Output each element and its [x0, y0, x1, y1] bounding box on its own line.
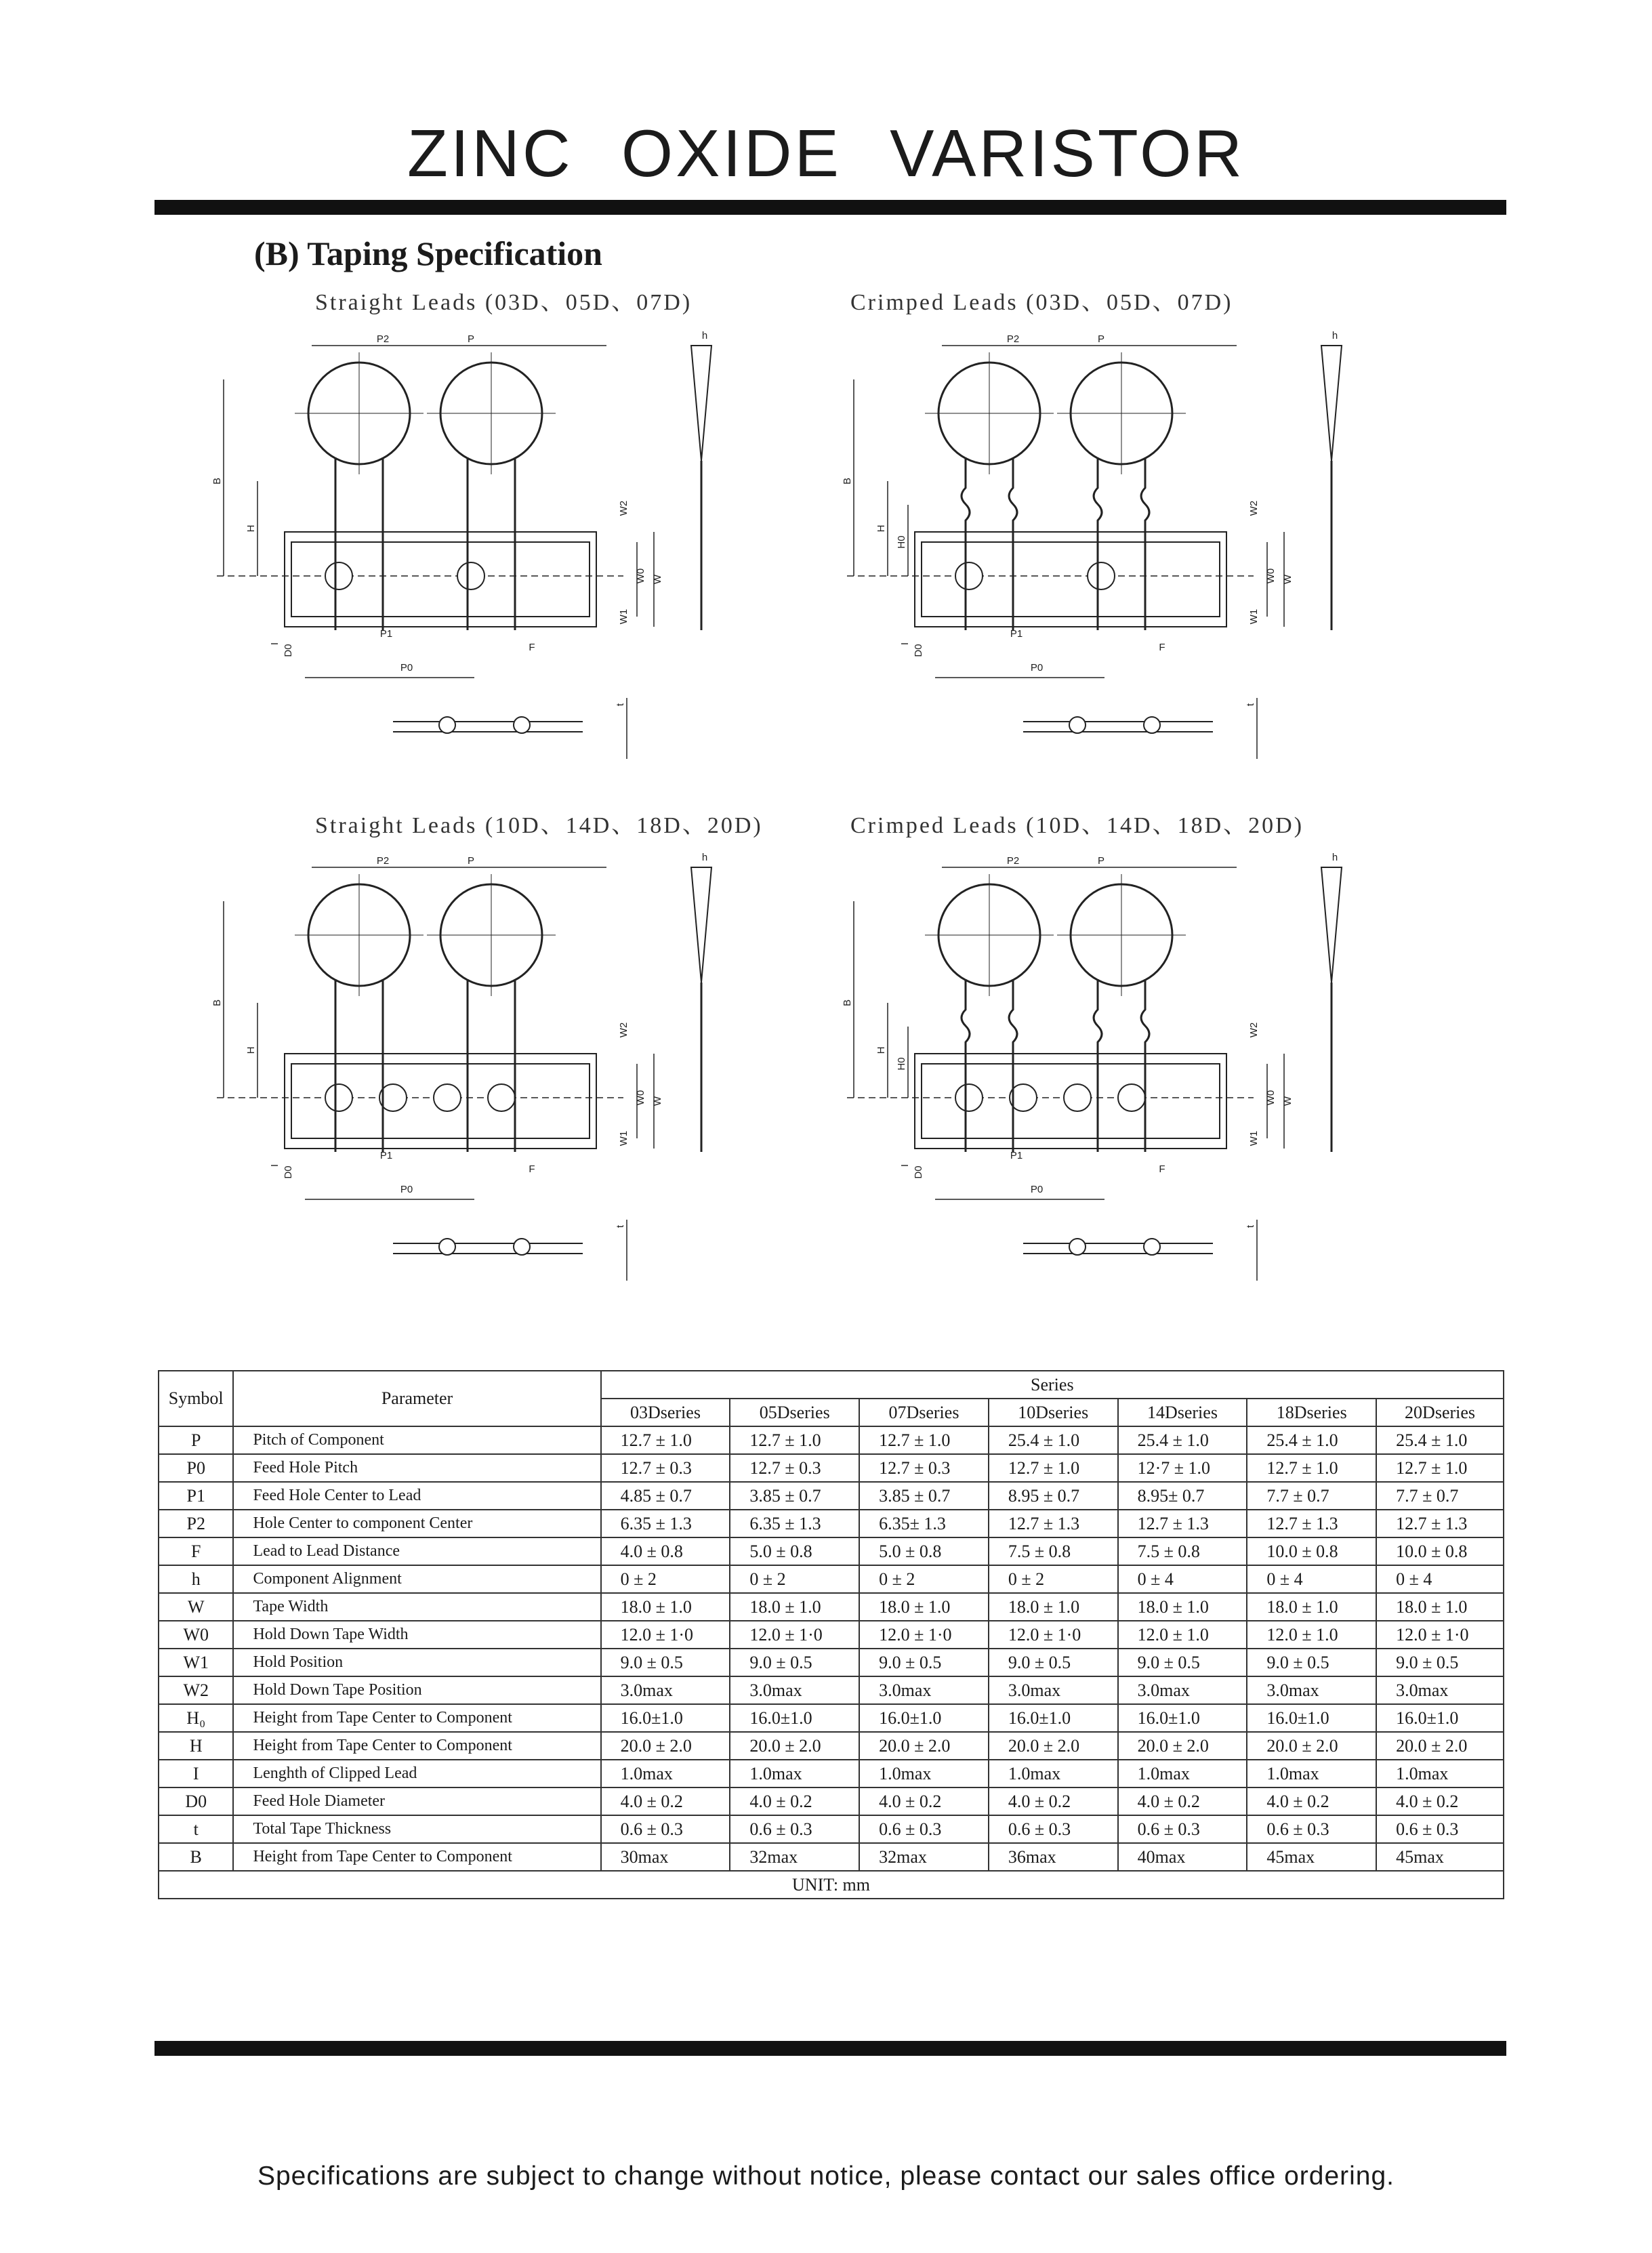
- symbol-cell: P1: [159, 1482, 233, 1510]
- tape-thickness-hole: [1069, 1239, 1086, 1255]
- unit-note: UNIT: mm: [159, 1871, 1504, 1899]
- value-cell: 1.0max: [859, 1760, 989, 1787]
- dimension-label: B: [211, 477, 223, 485]
- value-cell: 0.6 ± 0.3: [601, 1815, 730, 1843]
- value-cell: 12.7 ± 0.3: [601, 1454, 730, 1482]
- value-cell: 30max: [601, 1843, 730, 1871]
- value-cell: 12.7 ± 1.0: [601, 1426, 730, 1454]
- table-row: [159, 1732, 1504, 1760]
- value-cell: 12.0 ± 1·0: [601, 1621, 730, 1649]
- dimension-label: P1: [1010, 1150, 1023, 1161]
- dimension-label: W: [1282, 1096, 1294, 1107]
- dimension-label: P2: [376, 333, 390, 345]
- dimension-label: F: [1159, 1163, 1165, 1175]
- dimension-label: t: [615, 1224, 626, 1228]
- value-cell: 12.0 ± 1·0: [859, 1621, 989, 1649]
- value-cell: 0.6 ± 0.3: [989, 1815, 1118, 1843]
- dimension-label: P1: [1010, 628, 1023, 640]
- side-profile-component: [691, 346, 711, 461]
- parameter-cell: Hold Down Tape Width: [233, 1621, 600, 1649]
- dimension-label: t: [615, 703, 626, 707]
- value-cell: 12.7 ± 1.0: [989, 1454, 1118, 1482]
- diagram-caption-1: Straight Leads (03D、05D、07D): [315, 290, 693, 315]
- value-cell: 12.7 ± 1.0: [730, 1426, 859, 1454]
- symbol-header: Symbol: [159, 1371, 233, 1426]
- value-cell: 45max: [1376, 1843, 1504, 1871]
- value-cell: 12.7 ± 1.3: [1247, 1510, 1376, 1537]
- dimension-label: h: [701, 330, 708, 342]
- value-cell: 16.0±1.0: [1118, 1704, 1247, 1732]
- value-cell: 20.0 ± 2.0: [1118, 1732, 1247, 1760]
- diagram-caption-3: Straight Leads (10D、14D、18D、20D): [315, 813, 763, 838]
- value-cell: 7.7 ± 0.7: [1376, 1482, 1504, 1510]
- value-cell: 18.0 ± 1.0: [730, 1593, 859, 1621]
- value-cell: 9.0 ± 0.5: [601, 1649, 730, 1676]
- value-cell: 1.0max: [601, 1760, 730, 1787]
- tape-thickness-detail: [393, 1243, 583, 1254]
- component-lead: [962, 979, 970, 1152]
- value-cell: 3.85 ± 0.7: [859, 1482, 989, 1510]
- value-cell: 16.0±1.0: [859, 1704, 989, 1732]
- value-cell: 6.35 ± 1.3: [730, 1510, 859, 1537]
- parameter-cell: Hold Position: [233, 1649, 600, 1676]
- tape-thickness-hole: [439, 717, 455, 733]
- table-row: [159, 1565, 1504, 1593]
- feed-hole: [1064, 1084, 1091, 1111]
- taping-diagram-straight-small: [203, 325, 813, 772]
- value-cell: 18.0 ± 1.0: [1376, 1593, 1504, 1621]
- dimension-label: H: [875, 1046, 887, 1054]
- value-cell: 12.0 ± 1.0: [1118, 1621, 1247, 1649]
- value-cell: 45max: [1247, 1843, 1376, 1871]
- dimension-label: W: [652, 1096, 663, 1107]
- value-cell: 16.0±1.0: [730, 1704, 859, 1732]
- tape-thickness-hole: [514, 717, 530, 733]
- value-cell: 3.0max: [730, 1676, 859, 1704]
- dimension-label: W2: [1248, 1022, 1260, 1038]
- feed-hole: [1088, 562, 1115, 590]
- value-cell: 18.0 ± 1.0: [601, 1593, 730, 1621]
- series-column-header: 20Dseries: [1376, 1399, 1504, 1426]
- side-profile-component: [691, 867, 711, 983]
- value-cell: 18.0 ± 1.0: [989, 1593, 1118, 1621]
- value-cell: 18.0 ± 1.0: [1247, 1593, 1376, 1621]
- symbol-cell: W2: [159, 1676, 233, 1704]
- value-cell: 12.7 ± 1.3: [1118, 1510, 1247, 1537]
- symbol-cell: H: [159, 1732, 233, 1760]
- value-cell: 3.0max: [989, 1676, 1118, 1704]
- value-cell: 12.7 ± 1.0: [1247, 1454, 1376, 1482]
- value-cell: 1.0max: [730, 1760, 859, 1787]
- dimension-label: W0: [635, 568, 646, 584]
- dimension-label: t: [1245, 1224, 1256, 1228]
- value-cell: 3.0max: [1118, 1676, 1247, 1704]
- table-row: [159, 1482, 1504, 1510]
- value-cell: 1.0max: [989, 1760, 1118, 1787]
- parameter-cell: Lead to Lead Distance: [233, 1537, 600, 1565]
- dimension-label: H: [245, 1046, 257, 1054]
- taping-diagram-crimped-large: [833, 847, 1443, 1294]
- dimension-label: W2: [1248, 500, 1260, 516]
- value-cell: 5.0 ± 0.8: [730, 1537, 859, 1565]
- component-lead: [962, 457, 970, 630]
- value-cell: 12.0 ± 1.0: [1247, 1621, 1376, 1649]
- value-cell: 3.0max: [601, 1676, 730, 1704]
- bottom-divider: [154, 2041, 1506, 2056]
- taping-spec-table: [158, 1370, 1504, 1899]
- dimension-label: F: [529, 1163, 535, 1175]
- symbol-cell: t: [159, 1815, 233, 1843]
- value-cell: 20.0 ± 2.0: [859, 1732, 989, 1760]
- value-cell: 3.0max: [1376, 1676, 1504, 1704]
- parameter-header: Parameter: [233, 1371, 600, 1426]
- value-cell: 18.0 ± 1.0: [859, 1593, 989, 1621]
- value-cell: 3.85 ± 0.7: [730, 1482, 859, 1510]
- dimension-label: D0: [913, 644, 924, 657]
- value-cell: 8.95± 0.7: [1118, 1482, 1247, 1510]
- symbol-cell: B: [159, 1843, 233, 1871]
- value-cell: 4.0 ± 0.2: [1118, 1787, 1247, 1815]
- value-cell: 5.0 ± 0.8: [859, 1537, 989, 1565]
- tape-thickness-hole: [439, 1239, 455, 1255]
- parameter-cell: Pitch of Component: [233, 1426, 600, 1454]
- dimension-label: H: [245, 524, 257, 533]
- value-cell: 16.0±1.0: [989, 1704, 1118, 1732]
- value-cell: 0 ± 4: [1376, 1565, 1504, 1593]
- series-column-header: 10Dseries: [989, 1399, 1118, 1426]
- side-profile-component: [1321, 346, 1342, 461]
- spec-table-body: [159, 1426, 1504, 1871]
- value-cell: 12·7 ± 1.0: [1118, 1454, 1247, 1482]
- parameter-cell: Height from Tape Center to Component: [233, 1732, 600, 1760]
- feed-hole: [488, 1084, 515, 1111]
- dimension-label: P: [467, 855, 475, 867]
- dimension-label: W2: [618, 500, 629, 516]
- dimension-label: t: [1245, 703, 1256, 707]
- value-cell: 25.4 ± 1.0: [1118, 1426, 1247, 1454]
- feed-hole: [457, 562, 484, 590]
- value-cell: 32max: [730, 1843, 859, 1871]
- component-lead: [1141, 457, 1149, 630]
- value-cell: 0.6 ± 0.3: [1247, 1815, 1376, 1843]
- dimension-label: P2: [1006, 333, 1020, 345]
- parameter-cell: Hold Down Tape Position: [233, 1676, 600, 1704]
- side-profile-component: [1321, 867, 1342, 983]
- tape-thickness-hole: [1144, 1239, 1160, 1255]
- table-row: [159, 1649, 1504, 1676]
- series-column-header: 03Dseries: [601, 1399, 730, 1426]
- parameter-cell: Height from Tape Center to Component: [233, 1843, 600, 1871]
- series-column-header: 18Dseries: [1247, 1399, 1376, 1426]
- parameter-cell: Feed Hole Center to Lead: [233, 1482, 600, 1510]
- value-cell: 0.6 ± 0.3: [730, 1815, 859, 1843]
- dimension-label: I: [899, 642, 911, 646]
- dimension-label: W0: [1265, 1090, 1277, 1106]
- value-cell: 9.0 ± 0.5: [1376, 1649, 1504, 1676]
- symbol-cell: P2: [159, 1510, 233, 1537]
- parameter-cell: Feed Hole Diameter: [233, 1787, 600, 1815]
- dimension-label: P0: [400, 662, 413, 674]
- value-cell: 12.7 ± 1.0: [1376, 1454, 1504, 1482]
- dimension-label: P0: [1030, 662, 1044, 674]
- dimension-label: W1: [618, 1130, 629, 1146]
- value-cell: 7.5 ± 0.8: [1118, 1537, 1247, 1565]
- component-lead: [1009, 457, 1017, 630]
- series-column-header: 07Dseries: [859, 1399, 989, 1426]
- value-cell: 3.0max: [1247, 1676, 1376, 1704]
- value-cell: 3.0max: [859, 1676, 989, 1704]
- table-row: [159, 1454, 1504, 1482]
- value-cell: 12.7 ± 1.3: [1376, 1510, 1504, 1537]
- value-cell: 4.0 ± 0.2: [1376, 1787, 1504, 1815]
- value-cell: 12.0 ± 1·0: [730, 1621, 859, 1649]
- value-cell: 20.0 ± 2.0: [1247, 1732, 1376, 1760]
- tape-thickness-hole: [1069, 717, 1086, 733]
- component-lead: [1094, 457, 1102, 630]
- component-lead: [1009, 979, 1017, 1152]
- value-cell: 36max: [989, 1843, 1118, 1871]
- value-cell: 0 ± 4: [1118, 1565, 1247, 1593]
- diagram-caption-4: Crimped Leads (10D、14D、18D、20D): [850, 813, 1304, 838]
- dimension-label: h: [701, 852, 708, 863]
- value-cell: 0 ± 2: [859, 1565, 989, 1593]
- dimension-label: I: [899, 1163, 911, 1167]
- symbol-cell: H₀: [159, 1704, 233, 1732]
- dimension-label: P: [1097, 333, 1105, 345]
- table-row: [159, 1426, 1504, 1454]
- value-cell: 16.0±1.0: [1376, 1704, 1504, 1732]
- table-row: [159, 1676, 1504, 1704]
- value-cell: 25.4 ± 1.0: [1247, 1426, 1376, 1454]
- value-cell: 6.35 ± 1.3: [601, 1510, 730, 1537]
- symbol-cell: F: [159, 1537, 233, 1565]
- dimension-label: I: [269, 1163, 281, 1167]
- dimension-label: P0: [1030, 1184, 1044, 1195]
- dimension-label: B: [842, 477, 853, 485]
- dimension-label: D0: [283, 644, 294, 657]
- value-cell: 6.35± 1.3: [859, 1510, 989, 1537]
- value-cell: 12.0 ± 1·0: [1376, 1621, 1504, 1649]
- feed-hole: [1118, 1084, 1145, 1111]
- dimension-label: D0: [913, 1165, 924, 1179]
- dimension-label: W1: [1248, 1130, 1260, 1146]
- tape-thickness-hole: [514, 1239, 530, 1255]
- dimension-label: h: [1331, 330, 1338, 342]
- diagram-caption-2: Crimped Leads (03D、05D、07D): [850, 290, 1233, 315]
- value-cell: 0.6 ± 0.3: [1376, 1815, 1504, 1843]
- value-cell: 12.0 ± 1·0: [989, 1621, 1118, 1649]
- value-cell: 1.0max: [1247, 1760, 1376, 1787]
- value-cell: 4.0 ± 0.2: [989, 1787, 1118, 1815]
- top-divider: [154, 200, 1506, 215]
- dimension-label: W0: [1265, 568, 1277, 584]
- table-row: [159, 1787, 1504, 1815]
- dimension-label: B: [211, 999, 223, 1007]
- taping-diagram-crimped-small: [833, 325, 1443, 772]
- tape-thickness-detail: [393, 722, 583, 732]
- dimension-label: P1: [379, 628, 393, 640]
- footer-note: Specifications are subject to change without notice, please contact our sales office ordering.: [257, 2162, 1395, 2191]
- table-row: [159, 1815, 1504, 1843]
- value-cell: 18.0 ± 1.0: [1118, 1593, 1247, 1621]
- value-cell: 20.0 ± 2.0: [730, 1732, 859, 1760]
- dimension-label: B: [842, 999, 853, 1007]
- value-cell: 25.4 ± 1.0: [989, 1426, 1118, 1454]
- series-column-header: 05Dseries: [730, 1399, 859, 1426]
- feed-hole: [325, 562, 352, 590]
- component-lead: [1141, 979, 1149, 1152]
- dimension-label: D0: [283, 1165, 294, 1179]
- symbol-cell: W: [159, 1593, 233, 1621]
- symbol-cell: W0: [159, 1621, 233, 1649]
- tape-thickness-detail: [1023, 1243, 1213, 1254]
- value-cell: 12.7 ± 1.3: [989, 1510, 1118, 1537]
- symbol-cell: h: [159, 1565, 233, 1593]
- value-cell: 16.0±1.0: [601, 1704, 730, 1732]
- value-cell: 12.7 ± 0.3: [859, 1454, 989, 1482]
- dimension-label: I: [269, 642, 281, 646]
- value-cell: 0.6 ± 0.3: [859, 1815, 989, 1843]
- series-column-header: 14Dseries: [1118, 1399, 1247, 1426]
- dimension-label: W: [652, 574, 663, 585]
- value-cell: 4.0 ± 0.2: [859, 1787, 989, 1815]
- value-cell: 8.95 ± 0.7: [989, 1482, 1118, 1510]
- table-row: [159, 1510, 1504, 1537]
- value-cell: 4.0 ± 0.2: [730, 1787, 859, 1815]
- value-cell: 10.0 ± 0.8: [1376, 1537, 1504, 1565]
- value-cell: 20.0 ± 2.0: [989, 1732, 1118, 1760]
- dimension-label: F: [1159, 642, 1165, 653]
- section-title: (B) Taping Specification: [254, 234, 602, 272]
- dimension-label: W1: [618, 608, 629, 625]
- dimension-label: W2: [618, 1022, 629, 1038]
- symbol-cell: P0: [159, 1454, 233, 1482]
- value-cell: 20.0 ± 2.0: [1376, 1732, 1504, 1760]
- value-cell: 4.85 ± 0.7: [601, 1482, 730, 1510]
- value-cell: 0.6 ± 0.3: [1118, 1815, 1247, 1843]
- value-cell: 25.4 ± 1.0: [1376, 1426, 1504, 1454]
- table-row: [159, 1760, 1504, 1787]
- symbol-cell: P: [159, 1426, 233, 1454]
- value-cell: 0 ± 2: [601, 1565, 730, 1593]
- table-row: [159, 1537, 1504, 1565]
- dimension-label: H: [875, 524, 887, 533]
- value-cell: 32max: [859, 1843, 989, 1871]
- page-title: ZINC OXIDE VARISTOR: [407, 116, 1245, 190]
- feed-hole: [434, 1084, 461, 1111]
- parameter-cell: Tape Width: [233, 1593, 600, 1621]
- value-cell: 0 ± 4: [1247, 1565, 1376, 1593]
- dimension-label: P2: [1006, 855, 1020, 867]
- dimension-label: H0: [896, 1057, 907, 1071]
- table-row: [159, 1621, 1504, 1649]
- tape-thickness-detail: [1023, 722, 1213, 732]
- feed-hole: [325, 1084, 352, 1111]
- dimension-label: H0: [896, 535, 907, 549]
- dimension-label: W: [1282, 574, 1294, 585]
- dimension-label: h: [1331, 852, 1338, 863]
- value-cell: 1.0max: [1376, 1760, 1504, 1787]
- dimension-label: P: [1097, 855, 1105, 867]
- value-cell: 40max: [1118, 1843, 1247, 1871]
- table-row: [159, 1704, 1504, 1732]
- value-cell: 9.0 ± 0.5: [989, 1649, 1118, 1676]
- feed-hole: [955, 562, 983, 590]
- dimension-label: P0: [400, 1184, 413, 1195]
- parameter-cell: Hole Center to component Center: [233, 1510, 600, 1537]
- component-lead: [1094, 979, 1102, 1152]
- value-cell: 4.0 ± 0.8: [601, 1537, 730, 1565]
- symbol-cell: I: [159, 1760, 233, 1787]
- parameter-cell: Feed Hole Pitch: [233, 1454, 600, 1482]
- value-cell: 20.0 ± 2.0: [601, 1732, 730, 1760]
- series-header: Series: [601, 1371, 1504, 1399]
- parameter-cell: Height from Tape Center to Component: [233, 1704, 600, 1732]
- dimension-label: P: [467, 333, 475, 345]
- value-cell: 12.7 ± 1.0: [859, 1426, 989, 1454]
- dimension-label: P1: [379, 1150, 393, 1161]
- dimension-label: W1: [1248, 608, 1260, 625]
- value-cell: 9.0 ± 0.5: [859, 1649, 989, 1676]
- value-cell: 0 ± 2: [730, 1565, 859, 1593]
- value-cell: 9.0 ± 0.5: [1247, 1649, 1376, 1676]
- symbol-cell: W1: [159, 1649, 233, 1676]
- value-cell: 9.0 ± 0.5: [730, 1649, 859, 1676]
- parameter-cell: Total Tape Thickness: [233, 1815, 600, 1843]
- value-cell: 16.0±1.0: [1247, 1704, 1376, 1732]
- value-cell: 12.7 ± 0.3: [730, 1454, 859, 1482]
- value-cell: 7.7 ± 0.7: [1247, 1482, 1376, 1510]
- table-row: [159, 1593, 1504, 1621]
- feed-hole: [955, 1084, 983, 1111]
- symbol-cell: D0: [159, 1787, 233, 1815]
- value-cell: 1.0max: [1118, 1760, 1247, 1787]
- value-cell: 4.0 ± 0.2: [601, 1787, 730, 1815]
- taping-diagram-straight-large: [203, 847, 813, 1294]
- value-cell: 0 ± 2: [989, 1565, 1118, 1593]
- parameter-cell: Component Alignment: [233, 1565, 600, 1593]
- value-cell: 9.0 ± 0.5: [1118, 1649, 1247, 1676]
- parameter-cell: Lenghth of Clipped Lead: [233, 1760, 600, 1787]
- dimension-label: P2: [376, 855, 390, 867]
- table-row: [159, 1843, 1504, 1871]
- dimension-label: F: [529, 642, 535, 653]
- value-cell: 7.5 ± 0.8: [989, 1537, 1118, 1565]
- value-cell: 4.0 ± 0.2: [1247, 1787, 1376, 1815]
- dimension-label: W0: [635, 1090, 646, 1106]
- value-cell: 10.0 ± 0.8: [1247, 1537, 1376, 1565]
- tape-thickness-hole: [1144, 717, 1160, 733]
